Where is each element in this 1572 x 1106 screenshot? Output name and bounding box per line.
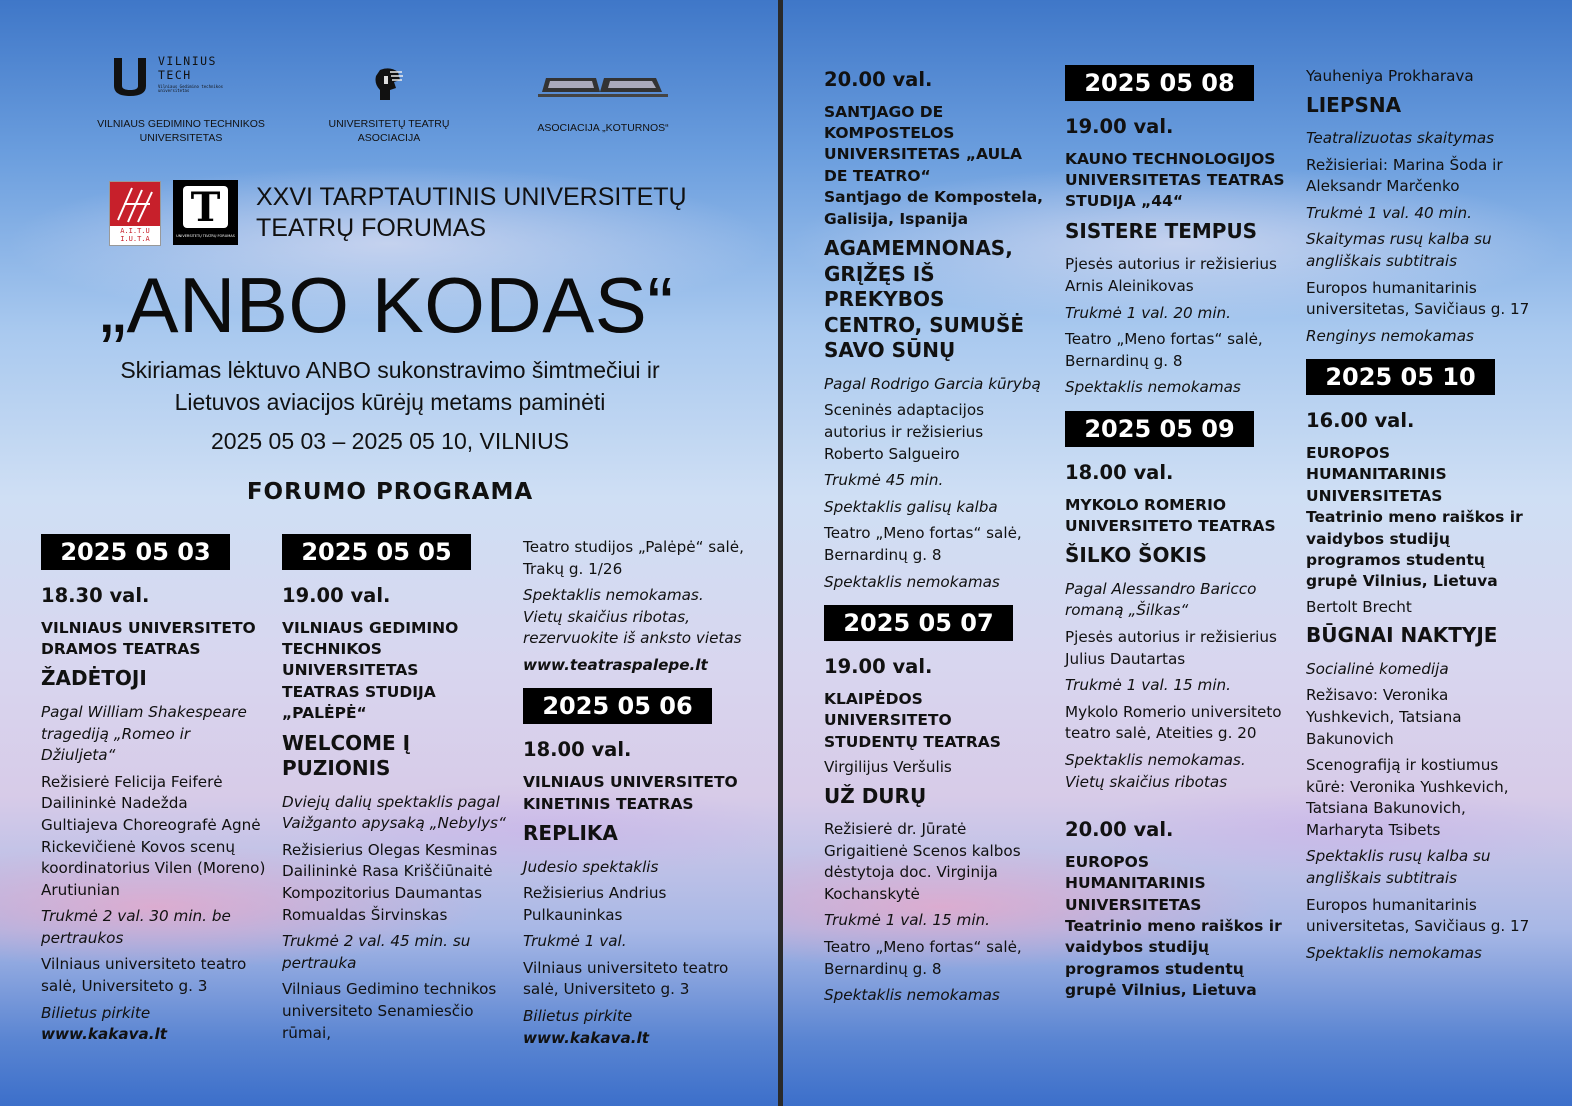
credits: Pjesės autorius ir režisierius Julius Dautartas [1065,628,1277,668]
tickets-label: Bilietus pirkite [41,1003,151,1022]
day-0508-0509 [1065,65,1287,1001]
day-0506-evening [824,66,1044,1012]
language: Skaitymas rusų kalba su angliškais subtitrais [1306,230,1492,271]
left-page [0,0,778,1106]
credits: Režisieriai: Marina Šoda ir Aleksandr Marčenko [1306,155,1503,196]
t-letter: T [190,184,221,231]
play-title: WELCOME Į PUZIONIS [282,730,411,781]
aitu-text: A.I.T.U I.U.T.A [120,227,150,243]
play-title: UŽ DURŲ [824,783,927,808]
vgtu-name-top: VILNIUS [158,54,217,68]
credits: Režisierė dr. Jūratė Grigaitienė Scenos kalbos dėstytoja doc. Virginija Kochanskytė [824,820,1021,903]
theater-name: EUROPOS HUMANITARINIS UNIVERSITETAS [1306,444,1447,505]
day-0505-cont [523,537,748,1049]
play-basis: Dviejų dalių spektaklis pagal Vaižganto apysaką „Nebylys“ [282,792,506,833]
play-title: ŽADĖTOJI [41,666,147,691]
duration: Trukmė 2 val. 45 min. su pertrauka [282,932,471,972]
play-basis: Pagal Rodrigo Garcia kūrybą [824,374,1041,393]
forum-title [256,182,687,245]
event-time: 16.00 val. [1306,409,1415,433]
vilnius-tech-icon [110,56,150,100]
duration: Trukmė 1 val. 20 min. [1065,303,1232,322]
free-note: Spektaklis nemokamas [824,572,1000,591]
venue: Teatro „Meno fortas“ salė, Bernardinų g. 8 [824,524,1022,564]
koturnos-logo-block [528,70,678,136]
language: Spektaklis galisų kalba [824,497,998,516]
free-note: Spektaklis nemokamas [1306,943,1482,962]
credits: Pjesės autorius ir režisierius Arnis Aleinikovas [1065,255,1277,295]
credits: Režisierius Andrius Pulkauninkas [523,884,667,924]
free-note: Renginys nemokamas [1306,326,1474,345]
aitu-mask-icon [110,182,160,226]
right-page [783,0,1572,1106]
venue-continued: Teatro studijos „Palėpė“ salė, Trakų g. 1/26 [523,538,744,578]
play-title: AGAMEMNONAS, GRĮŽĘS IŠ PREKYBOS CENTRO, SUMUŠĖ SAVO SŪNŲ [824,235,1025,363]
play-title: BŪGNAI NAKTYJE [1306,623,1498,648]
venue: Europos humanitarinis universitetas, Savičiaus g. 17 [1306,278,1530,319]
credits: Sceninės adaptacijos autorius ir režisierius Roberto Salgueiro [824,401,985,463]
forum-line-1: XXVI TARPTAUTINIS UNIVERSITETŲ [256,183,687,211]
festival-dates: 2025 05 03 – 2025 05 10, VILNIUS [210,428,570,454]
student-group: Teatrinio meno raiškos ir vaidybos studijų programos studentų grupė Vilnius, Lietuva [1306,508,1523,591]
subtitle [40,354,740,418]
free-note: Spektaklis nemokamas [824,986,1000,1005]
event-time: 20.00 val. [1065,818,1174,842]
duration: Trukmė 2 val. 30 min. be pertraukos [41,907,231,947]
tickets-label: Bilietus pirkite [523,1006,633,1025]
event-time: 19.00 val. [824,655,933,679]
date-bar: 2025 05 10 [1306,359,1495,395]
play-basis: Pagal Alessandro Baricco romaną „Šilkas“ [1065,579,1257,620]
theater-name: SANTJAGO DE KOMPOSTELOS UNIVERSITETAS „AULA DE TEATRO“ [824,102,1023,185]
play-title: LIEPSNA [1306,92,1402,117]
genre: Judesio spektaklis [523,857,659,876]
vgtu-caption: VILNIAUS GEDIMINO TECHNIKOS UNIVERSITETAS [97,118,265,144]
uta-logo-block [328,66,450,145]
credits: Režisierė Felicija Feiferė Dailininkė Nadežda Gultiajeva Choreografė Agnė Rickevičienė Kovos scenų koordinatorius Vilen (Moreno) Arutiunian [41,772,266,899]
day-0509-0510 [1306,66,1532,969]
day-0503 [41,534,266,1046]
theater-name: MYKOLO ROMERIO UNIVERSITETO TEATRAS [1065,495,1276,535]
event-time: 20.00 val. [824,68,933,91]
vgtu-logo-block [96,54,266,145]
subtitle-line-2: Lietuvos aviacijos kūrėjų metams paminėti [174,389,606,416]
event-time: 18.00 val. [523,738,632,762]
forum-line-2: TEATRŲ FORUMAS [256,214,487,243]
play-author: Bertolt Brecht [1306,597,1412,616]
play-author: Virgilijus Veršulis [824,757,952,776]
event-time: 18.00 val. [1065,460,1174,484]
spacer [1065,798,1287,816]
venue: Teatro „Meno fortas“ salė, Bernardinų g. 8 [824,937,1022,978]
vgtu-small-text: Vilniaus Gedimino technikos universitetas [158,83,224,94]
koturnos-caption: ASOCIACIJA „KOTURNOS“ [537,122,669,134]
koturnos-shoes-icon [538,70,668,100]
venue: Europos humanitarinis universitetas, Savičiaus g. 17 [1306,895,1530,936]
duration: Trukmė 1 val. [523,932,627,951]
play-title: ŠILKO ŠOKIS [1065,543,1207,568]
theater-place: Santjago de Kompostela, Galisija, Ispanija [824,188,1044,228]
theater-head-icon [372,66,406,106]
duration: Trukmė 1 val. 15 min. [824,911,991,930]
aitu-logo [109,181,161,246]
palepe-link[interactable]: www.teatraspalepe.lt [523,655,708,674]
event-time: 18.30 val. [41,584,150,607]
day-0505 [282,534,510,1049]
venue: Vilniaus universiteto teatro salė, Universiteto g. 3 [523,958,729,999]
duration: Trukmė 1 val. 40 min. [1306,203,1473,222]
theater-name: KLAIPĖDOS UNIVERSITETO STUDENTŲ TEATRAS [824,689,1001,751]
play-title: REPLIKA [523,820,618,845]
venue: Mykolo Romerio universiteto teatro salė, Ateities g. 20 [1065,702,1282,743]
reservation-note: Spektaklis nemokamas. Vietų skaičius ribotas, rezervuokite iš anksto vietas [523,586,742,648]
date-bar: 2025 05 08 [1065,65,1254,101]
venue: Vilniaus universiteto teatro salė, Universiteto g. 3 [41,955,247,995]
credits-scenography: Scenografiją ir kostiumus kūrė: Veronika Yushkevich, Tatsiana Bakunovich, Marharyta Tsibets [1306,756,1509,839]
play-author: Yauheniya Prokharava [1306,67,1474,85]
event-time: 19.00 val. [282,584,391,607]
theater-name: VILNIAUS UNIVERSITETO KINETINIS TEATRAS [523,773,738,813]
theater-name: KAUNO TECHNOLOGIJOS UNIVERSITETAS TEATRAS STUDIJA „44“ [1065,149,1285,211]
genre: Socialinė komedija [1306,659,1449,678]
theater-name: VILNIAUS UNIVERSITETO DRAMOS TEATRAS [41,618,256,659]
event-time: 19.00 val. [1065,115,1174,138]
t-caption: UNIVERSITETŲ TEATRŲ FORUMAS [176,234,235,238]
uta-caption: UNIVERSITETŲ TEATRŲ ASOCIACIJA [328,118,450,144]
date-bar: 2025 05 09 [1065,411,1254,447]
student-group: Teatrinio meno raiškos ir vaidybos studijų programos studentų grupė Vilnius, Lietuva [1065,916,1282,1000]
credits: Režisierius Olegas Kesminas Dailininkė Rasa Kriščiūnaitė Kompozitorius Daumantas Romualdas Širvinskas [282,840,498,924]
main-title: „ANBO KODAS“ [100,261,674,349]
language: Spektaklis rusų kalba su angliškais subtitrais [1306,847,1491,888]
play-title: SISTERE TEMPUS [1065,218,1258,243]
date-bar: 2025 05 07 [824,605,1013,641]
free-note: Spektaklis nemokamas [1065,378,1241,397]
duration: Trukmė 45 min. [824,471,944,490]
theater-name: VILNIAUS GEDIMINO TECHNIKOS UNIVERSITETAS TEATRAS STUDIJA „PALĖPĖ“ [282,618,459,723]
subtitle-line-1: Skiriamas lėktuvo ANBO sukonstravimo šimtmečiui ir [120,357,660,383]
credits: Režisavo: Veronika Yushkevich, Tatsiana Bakunovich [1306,686,1462,748]
vgtu-name-bottom: TECH [158,68,192,83]
forum-t-logo [173,180,238,245]
free-note: Spektaklis nemokamas. Vietų skaičius ribotas [1065,750,1246,791]
date-bar: 2025 05 03 [41,534,230,570]
duration: Trukmė 1 val. 15 min. [1065,676,1232,695]
play-basis: Pagal William Shakespeare tragediją „Romeo ir Džiuljeta“ [41,703,247,765]
genre: Teatralizuotas skaitymas [1306,129,1495,148]
tickets-link[interactable]: www.kakava.lt [41,1025,167,1044]
tickets-link[interactable]: www.kakava.lt [523,1028,649,1047]
date-bar: 2025 05 06 [523,688,712,724]
program-heading: FORUMO PROGRAMA [246,479,534,505]
theater-name: EUROPOS HUMANITARINIS UNIVERSITETAS [1065,852,1206,914]
venue: Vilniaus Gedimino technikos universiteto Senamiesčio rūmai, [282,980,497,1042]
date-bar: 2025 05 05 [282,534,471,570]
venue: Teatro „Meno fortas“ salė, Bernardinų g. 8 [1065,330,1263,370]
